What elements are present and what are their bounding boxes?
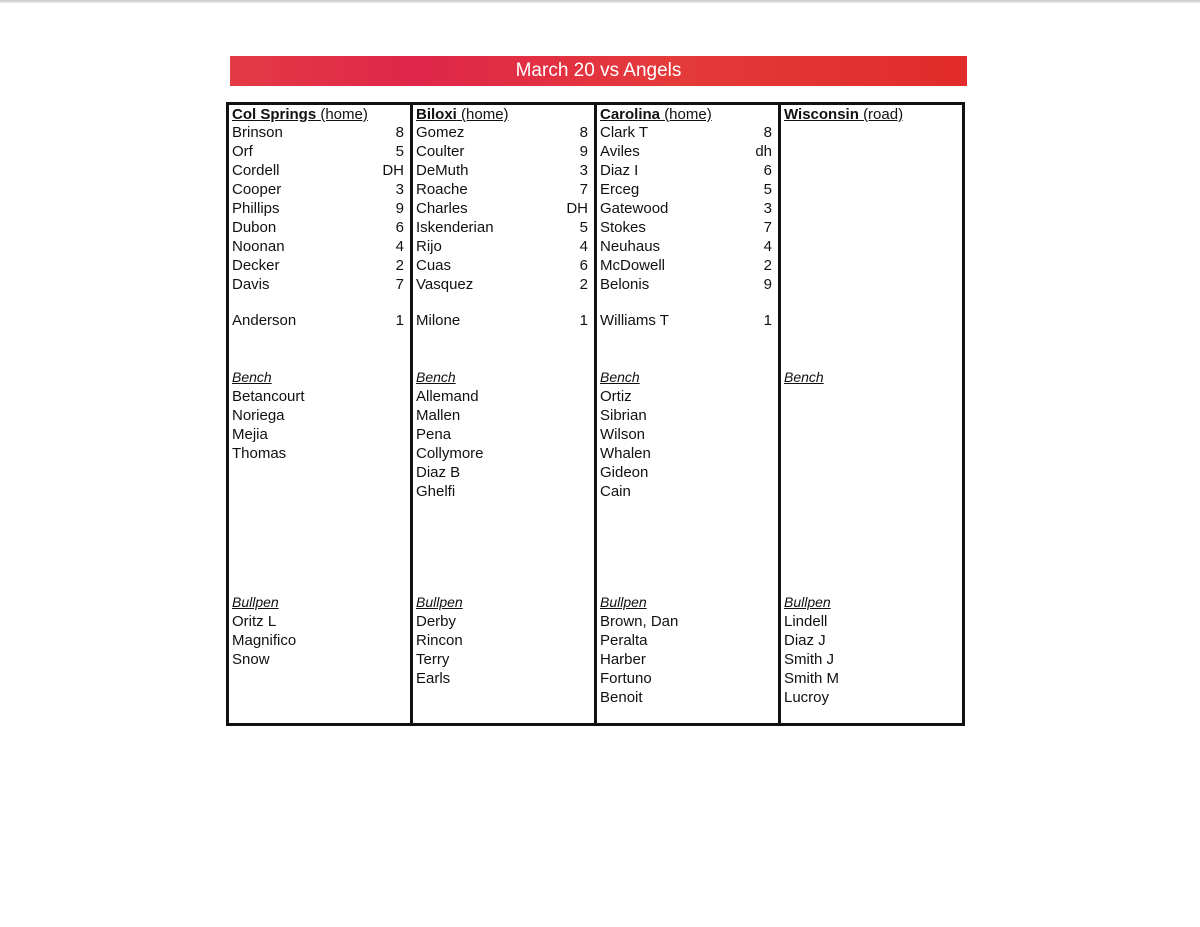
lineup-row xyxy=(232,161,404,180)
starting-pitcher-row xyxy=(416,311,588,330)
team-header xyxy=(600,106,712,123)
lineup-row xyxy=(232,275,404,294)
bullpen-player: Derby xyxy=(416,613,457,630)
lineup-row xyxy=(600,123,772,142)
bench-player: Ortiz xyxy=(600,388,632,405)
player-position: 2 xyxy=(579,276,588,293)
lineup-row xyxy=(232,237,404,256)
team-venue: (home) xyxy=(320,106,368,123)
player-position: 6 xyxy=(579,257,588,274)
pitcher-position: 1 xyxy=(763,312,772,329)
player-position: 4 xyxy=(763,238,772,255)
bench-player: Thomas xyxy=(232,445,287,462)
lineup-row xyxy=(232,180,404,199)
bullpen-player: Peralta xyxy=(600,632,648,649)
bullpen-label: Bullpen xyxy=(784,594,831,610)
team-name: Carolina xyxy=(600,106,661,123)
player-name: Noonan xyxy=(232,238,285,255)
player-name: Belonis xyxy=(600,276,650,293)
bench-label: Bench xyxy=(784,369,824,385)
bench-player: Noriega xyxy=(232,407,285,424)
bench-player: Ghelfi xyxy=(416,483,456,500)
bench-player: Cain xyxy=(600,483,631,500)
player-name: Roache xyxy=(416,181,468,198)
lineup-row xyxy=(600,180,772,199)
starting-pitcher-row xyxy=(232,311,404,330)
player-position: 8 xyxy=(763,124,772,141)
player-name: Neuhaus xyxy=(600,238,661,255)
bullpen-player: Smith M xyxy=(784,670,840,687)
lineup-row xyxy=(416,256,588,275)
lineup-row xyxy=(416,142,588,161)
player-position: 5 xyxy=(579,219,588,236)
lineup-row xyxy=(600,161,772,180)
bench-label: Bench xyxy=(232,369,272,385)
player-position: 6 xyxy=(395,219,404,236)
bullpen-player: Harber xyxy=(600,651,646,668)
player-name: Gomez xyxy=(416,124,465,141)
player-position: 3 xyxy=(579,162,588,179)
team-column-col-springs xyxy=(229,105,413,723)
bullpen-player: Diaz J xyxy=(784,632,826,649)
team-name: Biloxi xyxy=(416,106,457,123)
team-column-biloxi xyxy=(413,105,597,723)
player-position: 9 xyxy=(579,143,588,160)
lineup-row xyxy=(416,199,588,218)
pitcher-position: 1 xyxy=(579,312,588,329)
lineup-row xyxy=(416,180,588,199)
lineup-row xyxy=(600,218,772,237)
bullpen-player: Benoit xyxy=(600,689,643,706)
team-column-carolina xyxy=(597,105,781,723)
player-position: 8 xyxy=(579,124,588,141)
bullpen-player: Lindell xyxy=(784,613,828,630)
team-header xyxy=(232,106,368,123)
player-name: Davis xyxy=(232,276,270,293)
player-name: McDowell xyxy=(600,257,666,274)
player-position: 6 xyxy=(763,162,772,179)
lineup-row xyxy=(600,237,772,256)
player-name: Charles xyxy=(416,200,468,217)
bullpen-player: Magnifico xyxy=(232,632,297,649)
lineup-row xyxy=(600,199,772,218)
bench-player: Mallen xyxy=(416,407,461,424)
player-name: Phillips xyxy=(232,200,280,217)
lineup-row xyxy=(416,275,588,294)
pitcher-name: Milone xyxy=(416,312,461,329)
player-position: 7 xyxy=(579,181,588,198)
lineup-row xyxy=(600,142,772,161)
player-name: Coulter xyxy=(416,143,465,160)
team-name: Wisconsin xyxy=(784,106,859,123)
bullpen-player: Smith J xyxy=(784,651,835,668)
player-name: Orf xyxy=(232,143,253,160)
player-position: 3 xyxy=(763,200,772,217)
player-position: 2 xyxy=(395,257,404,274)
team-venue: (home) xyxy=(664,106,712,123)
bullpen-player: Fortuno xyxy=(600,670,652,687)
bullpen-player: Earls xyxy=(416,670,451,687)
team-venue: (home) xyxy=(461,106,509,123)
player-name: Vasquez xyxy=(416,276,474,293)
bullpen-player: Brown, Dan xyxy=(600,613,679,630)
player-name: Rijo xyxy=(416,238,442,255)
player-position: DH xyxy=(382,162,404,179)
lineup-row xyxy=(232,199,404,218)
player-position: 7 xyxy=(395,276,404,293)
lineup-row xyxy=(232,123,404,142)
player-name: Gatewood xyxy=(600,200,669,217)
bench-player: Pena xyxy=(416,426,452,443)
bullpen-label: Bullpen xyxy=(600,594,647,610)
team-column-wisconsin xyxy=(781,105,962,723)
player-position: 8 xyxy=(395,124,404,141)
starting-pitcher-row xyxy=(600,311,772,330)
player-name: Decker xyxy=(232,257,280,274)
bench-label: Bench xyxy=(416,369,456,385)
player-position: 4 xyxy=(579,238,588,255)
bench-player: Whalen xyxy=(600,445,651,462)
bullpen-player: Terry xyxy=(416,651,450,668)
bench-label: Bench xyxy=(600,369,640,385)
bench-player: Sibrian xyxy=(600,407,647,424)
lineup-row xyxy=(416,123,588,142)
lineup-row xyxy=(232,142,404,161)
player-name: Brinson xyxy=(232,124,283,141)
bullpen-player: Rincon xyxy=(416,632,463,649)
player-name: Diaz I xyxy=(600,162,639,179)
roster-grid xyxy=(226,102,965,726)
bench-player: Allemand xyxy=(416,388,479,405)
team-header xyxy=(784,106,903,123)
lineup-row xyxy=(416,161,588,180)
player-name: Cordell xyxy=(232,162,280,179)
lineup-row xyxy=(232,218,404,237)
team-name: Col Springs xyxy=(232,106,317,123)
player-name: Dubon xyxy=(232,219,277,236)
bench-player: Wilson xyxy=(600,426,646,443)
lineup-row xyxy=(232,256,404,275)
bullpen-player: Lucroy xyxy=(784,689,830,706)
player-position: DH xyxy=(566,200,588,217)
player-name: Clark T xyxy=(600,124,649,141)
player-name: Stokes xyxy=(600,219,646,236)
bullpen-label: Bullpen xyxy=(232,594,279,610)
player-position: 4 xyxy=(395,238,404,255)
player-name: Cuas xyxy=(416,257,452,274)
bench-player: Gideon xyxy=(600,464,649,481)
bench-player: Betancourt xyxy=(232,388,305,405)
player-name: Aviles xyxy=(600,143,640,160)
page-title: March 20 vs Angels xyxy=(230,56,967,86)
pitcher-name: Anderson xyxy=(232,312,297,329)
player-position: 7 xyxy=(763,219,772,236)
player-position: 3 xyxy=(395,181,404,198)
player-position: 9 xyxy=(763,276,772,293)
pitcher-name: Williams T xyxy=(600,312,669,329)
lineup-row xyxy=(416,237,588,256)
team-header xyxy=(416,106,509,123)
lineup-row xyxy=(416,218,588,237)
player-name: Cooper xyxy=(232,181,282,198)
lineup-row xyxy=(600,256,772,275)
team-venue: (road) xyxy=(863,106,904,123)
bench-player: Mejia xyxy=(232,426,268,443)
lineup-row xyxy=(600,275,772,294)
bullpen-label: Bullpen xyxy=(416,594,463,610)
player-name: DeMuth xyxy=(416,162,469,179)
pitcher-position: 1 xyxy=(395,312,404,329)
player-position: 5 xyxy=(395,143,404,160)
player-name: Iskenderian xyxy=(416,219,494,236)
bullpen-player: Snow xyxy=(232,651,270,668)
player-position: 9 xyxy=(395,200,404,217)
bench-player: Diaz B xyxy=(416,464,461,481)
bullpen-player: Oritz L xyxy=(232,613,277,630)
player-name: Erceg xyxy=(600,181,640,198)
scan-edge xyxy=(0,0,1200,3)
bench-player: Collymore xyxy=(416,445,484,462)
player-position: 2 xyxy=(763,257,772,274)
player-position: dh xyxy=(755,143,772,160)
player-position: 5 xyxy=(763,181,772,198)
